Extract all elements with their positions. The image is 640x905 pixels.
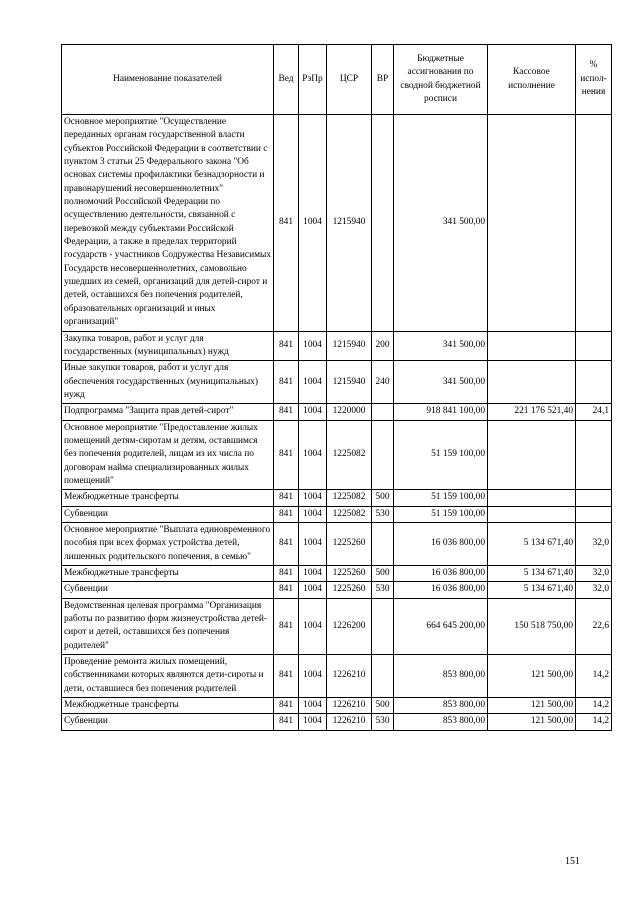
- cell-rzpr: 1004: [299, 598, 327, 654]
- cell-name: Межбюджетные трансферты: [62, 566, 274, 582]
- cell-name: Проведение ремонта жилых помещений, собственниками которых являются дети-сироты и дети, оставшиеся без попечения родителей: [62, 655, 274, 698]
- cell-assign: 341 500,00: [394, 331, 488, 361]
- header-csr: ЦСР: [327, 45, 372, 115]
- cell-name: Основное мероприятие "Предоставление жилых помещений детям-сиротам и детям, оставшимся без попечения родителей, лицам из их числа по договорам найма специализированных жилых помещений": [62, 420, 274, 490]
- cell-cash: [488, 506, 576, 522]
- header-name: Наименование показателей: [62, 45, 274, 115]
- cell-ved: 841: [274, 655, 299, 698]
- cell-name: Субвенции: [62, 714, 274, 730]
- cell-vr: [372, 522, 394, 565]
- cell-csr: 1225082: [327, 420, 372, 490]
- cell-csr: 1215940: [327, 331, 372, 361]
- table-row: [62, 698, 612, 714]
- cell-csr: 1225082: [327, 490, 372, 506]
- cell-rzpr: 1004: [299, 361, 327, 404]
- cell-rzpr: 1004: [299, 582, 327, 598]
- cell-ved: 841: [274, 714, 299, 730]
- table-row: [62, 655, 612, 698]
- table-row: [62, 115, 612, 332]
- cell-pct: 22,6: [576, 598, 612, 654]
- cell-pct: 14,2: [576, 698, 612, 714]
- cell-pct: [576, 506, 612, 522]
- cell-vr: 530: [372, 582, 394, 598]
- budget-table: [61, 44, 612, 731]
- cell-cash: [488, 115, 576, 332]
- cell-ved: 841: [274, 361, 299, 404]
- cell-vr: [372, 655, 394, 698]
- cell-cash: [488, 490, 576, 506]
- cell-rzpr: 1004: [299, 115, 327, 332]
- cell-cash: 5 134 671,40: [488, 522, 576, 565]
- cell-assign: 16 036 800,00: [394, 566, 488, 582]
- cell-ved: 841: [274, 331, 299, 361]
- cell-name: Межбюджетные трансферты: [62, 490, 274, 506]
- cell-csr: 1225260: [327, 522, 372, 565]
- cell-assign: 341 500,00: [394, 115, 488, 332]
- cell-vr: 530: [372, 506, 394, 522]
- table-row: [62, 420, 612, 490]
- cell-vr: 500: [372, 490, 394, 506]
- cell-rzpr: 1004: [299, 655, 327, 698]
- cell-ved: 841: [274, 582, 299, 598]
- table-row: [62, 490, 612, 506]
- cell-assign: 341 500,00: [394, 361, 488, 404]
- cell-vr: 530: [372, 714, 394, 730]
- table-row: [62, 598, 612, 654]
- cell-pct: 32,0: [576, 522, 612, 565]
- cell-name: Межбюджетные трансферты: [62, 698, 274, 714]
- cell-csr: 1225260: [327, 566, 372, 582]
- header-rzpr: РзПр: [299, 45, 327, 115]
- cell-rzpr: 1004: [299, 490, 327, 506]
- cell-assign: 51 159 100,00: [394, 490, 488, 506]
- cell-csr: 1215940: [327, 361, 372, 404]
- cell-pct: 14,2: [576, 714, 612, 730]
- cell-assign: 51 159 100,00: [394, 506, 488, 522]
- cell-cash: [488, 331, 576, 361]
- cell-rzpr: 1004: [299, 420, 327, 490]
- cell-rzpr: 1004: [299, 522, 327, 565]
- table-row: [62, 506, 612, 522]
- cell-assign: 16 036 800,00: [394, 522, 488, 565]
- cell-vr: 500: [372, 698, 394, 714]
- table-row: [62, 714, 612, 730]
- cell-assign: 51 159 100,00: [394, 420, 488, 490]
- cell-cash: 121 500,00: [488, 655, 576, 698]
- cell-csr: 1215940: [327, 115, 372, 332]
- cell-pct: [576, 420, 612, 490]
- cell-assign: 918 841 100,00: [394, 404, 488, 420]
- cell-csr: 1226210: [327, 655, 372, 698]
- table-row: [62, 361, 612, 404]
- cell-ved: 841: [274, 506, 299, 522]
- cell-assign: 853 800,00: [394, 698, 488, 714]
- cell-name: Ведомственная целевая программа "Организация работы по развитию форм жизнеустройства детей-сирот и детей, оставшихся без попечения родителей": [62, 598, 274, 654]
- cell-ved: 841: [274, 566, 299, 582]
- cell-rzpr: 1004: [299, 566, 327, 582]
- cell-vr: 200: [372, 331, 394, 361]
- cell-pct: [576, 361, 612, 404]
- cell-pct: [576, 115, 612, 332]
- cell-csr: 1226200: [327, 598, 372, 654]
- cell-cash: 121 500,00: [488, 698, 576, 714]
- cell-pct: 14,2: [576, 655, 612, 698]
- cell-name: Субвенции: [62, 506, 274, 522]
- cell-vr: 500: [372, 566, 394, 582]
- cell-name: Иные закупки товаров, работ и услуг для обеспечения государственных (муниципальных) нужд: [62, 361, 274, 404]
- header-row: [62, 45, 612, 115]
- table-row: [62, 331, 612, 361]
- cell-vr: [372, 420, 394, 490]
- cell-pct: 24,1: [576, 404, 612, 420]
- cell-ved: 841: [274, 598, 299, 654]
- cell-rzpr: 1004: [299, 506, 327, 522]
- page-number: 151: [565, 856, 580, 867]
- cell-pct: [576, 490, 612, 506]
- cell-ved: 841: [274, 522, 299, 565]
- cell-csr: 1220000: [327, 404, 372, 420]
- cell-ved: 841: [274, 420, 299, 490]
- table-row: [62, 566, 612, 582]
- cell-assign: 853 800,00: [394, 655, 488, 698]
- cell-cash: 121 500,00: [488, 714, 576, 730]
- cell-pct: 32,0: [576, 566, 612, 582]
- cell-ved: 841: [274, 404, 299, 420]
- cell-name: Основное мероприятие "Осуществление переданных органам государственной власти субъектов Российской Федерации в соответствии с пунктом 3 статьи 25 Федерального закона "Об основах системы профилактики безнадзорности и правонарушений несовершеннолетних" полномочий Российской Федерации по осуществлению деятельности, связанной с перевозкой между субъектами Российской Федерации, а также в пределах территорий государств - участников Содружества Независимых Государств несовершеннолетних, самовольно ушедших из семей, организаций для детей-сирот и детей, оставшихся без попечения родителей, образовательных организаций и иных организаций": [62, 115, 274, 332]
- cell-assign: 853 800,00: [394, 714, 488, 730]
- cell-name: Закупка товаров, работ и услуг для государственных (муниципальных) нужд: [62, 331, 274, 361]
- table-row: [62, 582, 612, 598]
- cell-vr: [372, 404, 394, 420]
- cell-assign: 664 645 200,00: [394, 598, 488, 654]
- cell-cash: 150 518 750,00: [488, 598, 576, 654]
- cell-assign: 16 036 800,00: [394, 582, 488, 598]
- cell-csr: 1226210: [327, 698, 372, 714]
- cell-ved: 841: [274, 115, 299, 332]
- header-cash-execution: Кассовое исполнение: [488, 45, 576, 115]
- cell-rzpr: 1004: [299, 698, 327, 714]
- cell-ved: 841: [274, 698, 299, 714]
- cell-ved: 841: [274, 490, 299, 506]
- cell-csr: 1225260: [327, 582, 372, 598]
- header-execution-percent: % испол-нения: [576, 45, 612, 115]
- cell-rzpr: 1004: [299, 404, 327, 420]
- cell-cash: [488, 361, 576, 404]
- header-vr: ВР: [372, 45, 394, 115]
- header-assignments: Бюджетные ассигнования по сводной бюджетной росписи: [394, 45, 488, 115]
- cell-pct: 32,0: [576, 582, 612, 598]
- cell-pct: [576, 331, 612, 361]
- cell-rzpr: 1004: [299, 331, 327, 361]
- cell-vr: [372, 115, 394, 332]
- cell-name: Подпрограмма "Защита прав детей-сирот": [62, 404, 274, 420]
- cell-cash: 5 134 671,40: [488, 566, 576, 582]
- cell-vr: [372, 598, 394, 654]
- cell-cash: 221 176 521,40: [488, 404, 576, 420]
- cell-cash: [488, 420, 576, 490]
- table-row: [62, 522, 612, 565]
- header-ved: Вед: [274, 45, 299, 115]
- table-row: [62, 404, 612, 420]
- cell-cash: 5 134 671,40: [488, 582, 576, 598]
- cell-vr: 240: [372, 361, 394, 404]
- cell-name: Субвенции: [62, 582, 274, 598]
- cell-name: Основное мероприятие "Выплата единовременного пособия при всех формах устройства детей, лишенных родительского попечения, в семью": [62, 522, 274, 565]
- cell-csr: 1225082: [327, 506, 372, 522]
- cell-csr: 1226210: [327, 714, 372, 730]
- cell-rzpr: 1004: [299, 714, 327, 730]
